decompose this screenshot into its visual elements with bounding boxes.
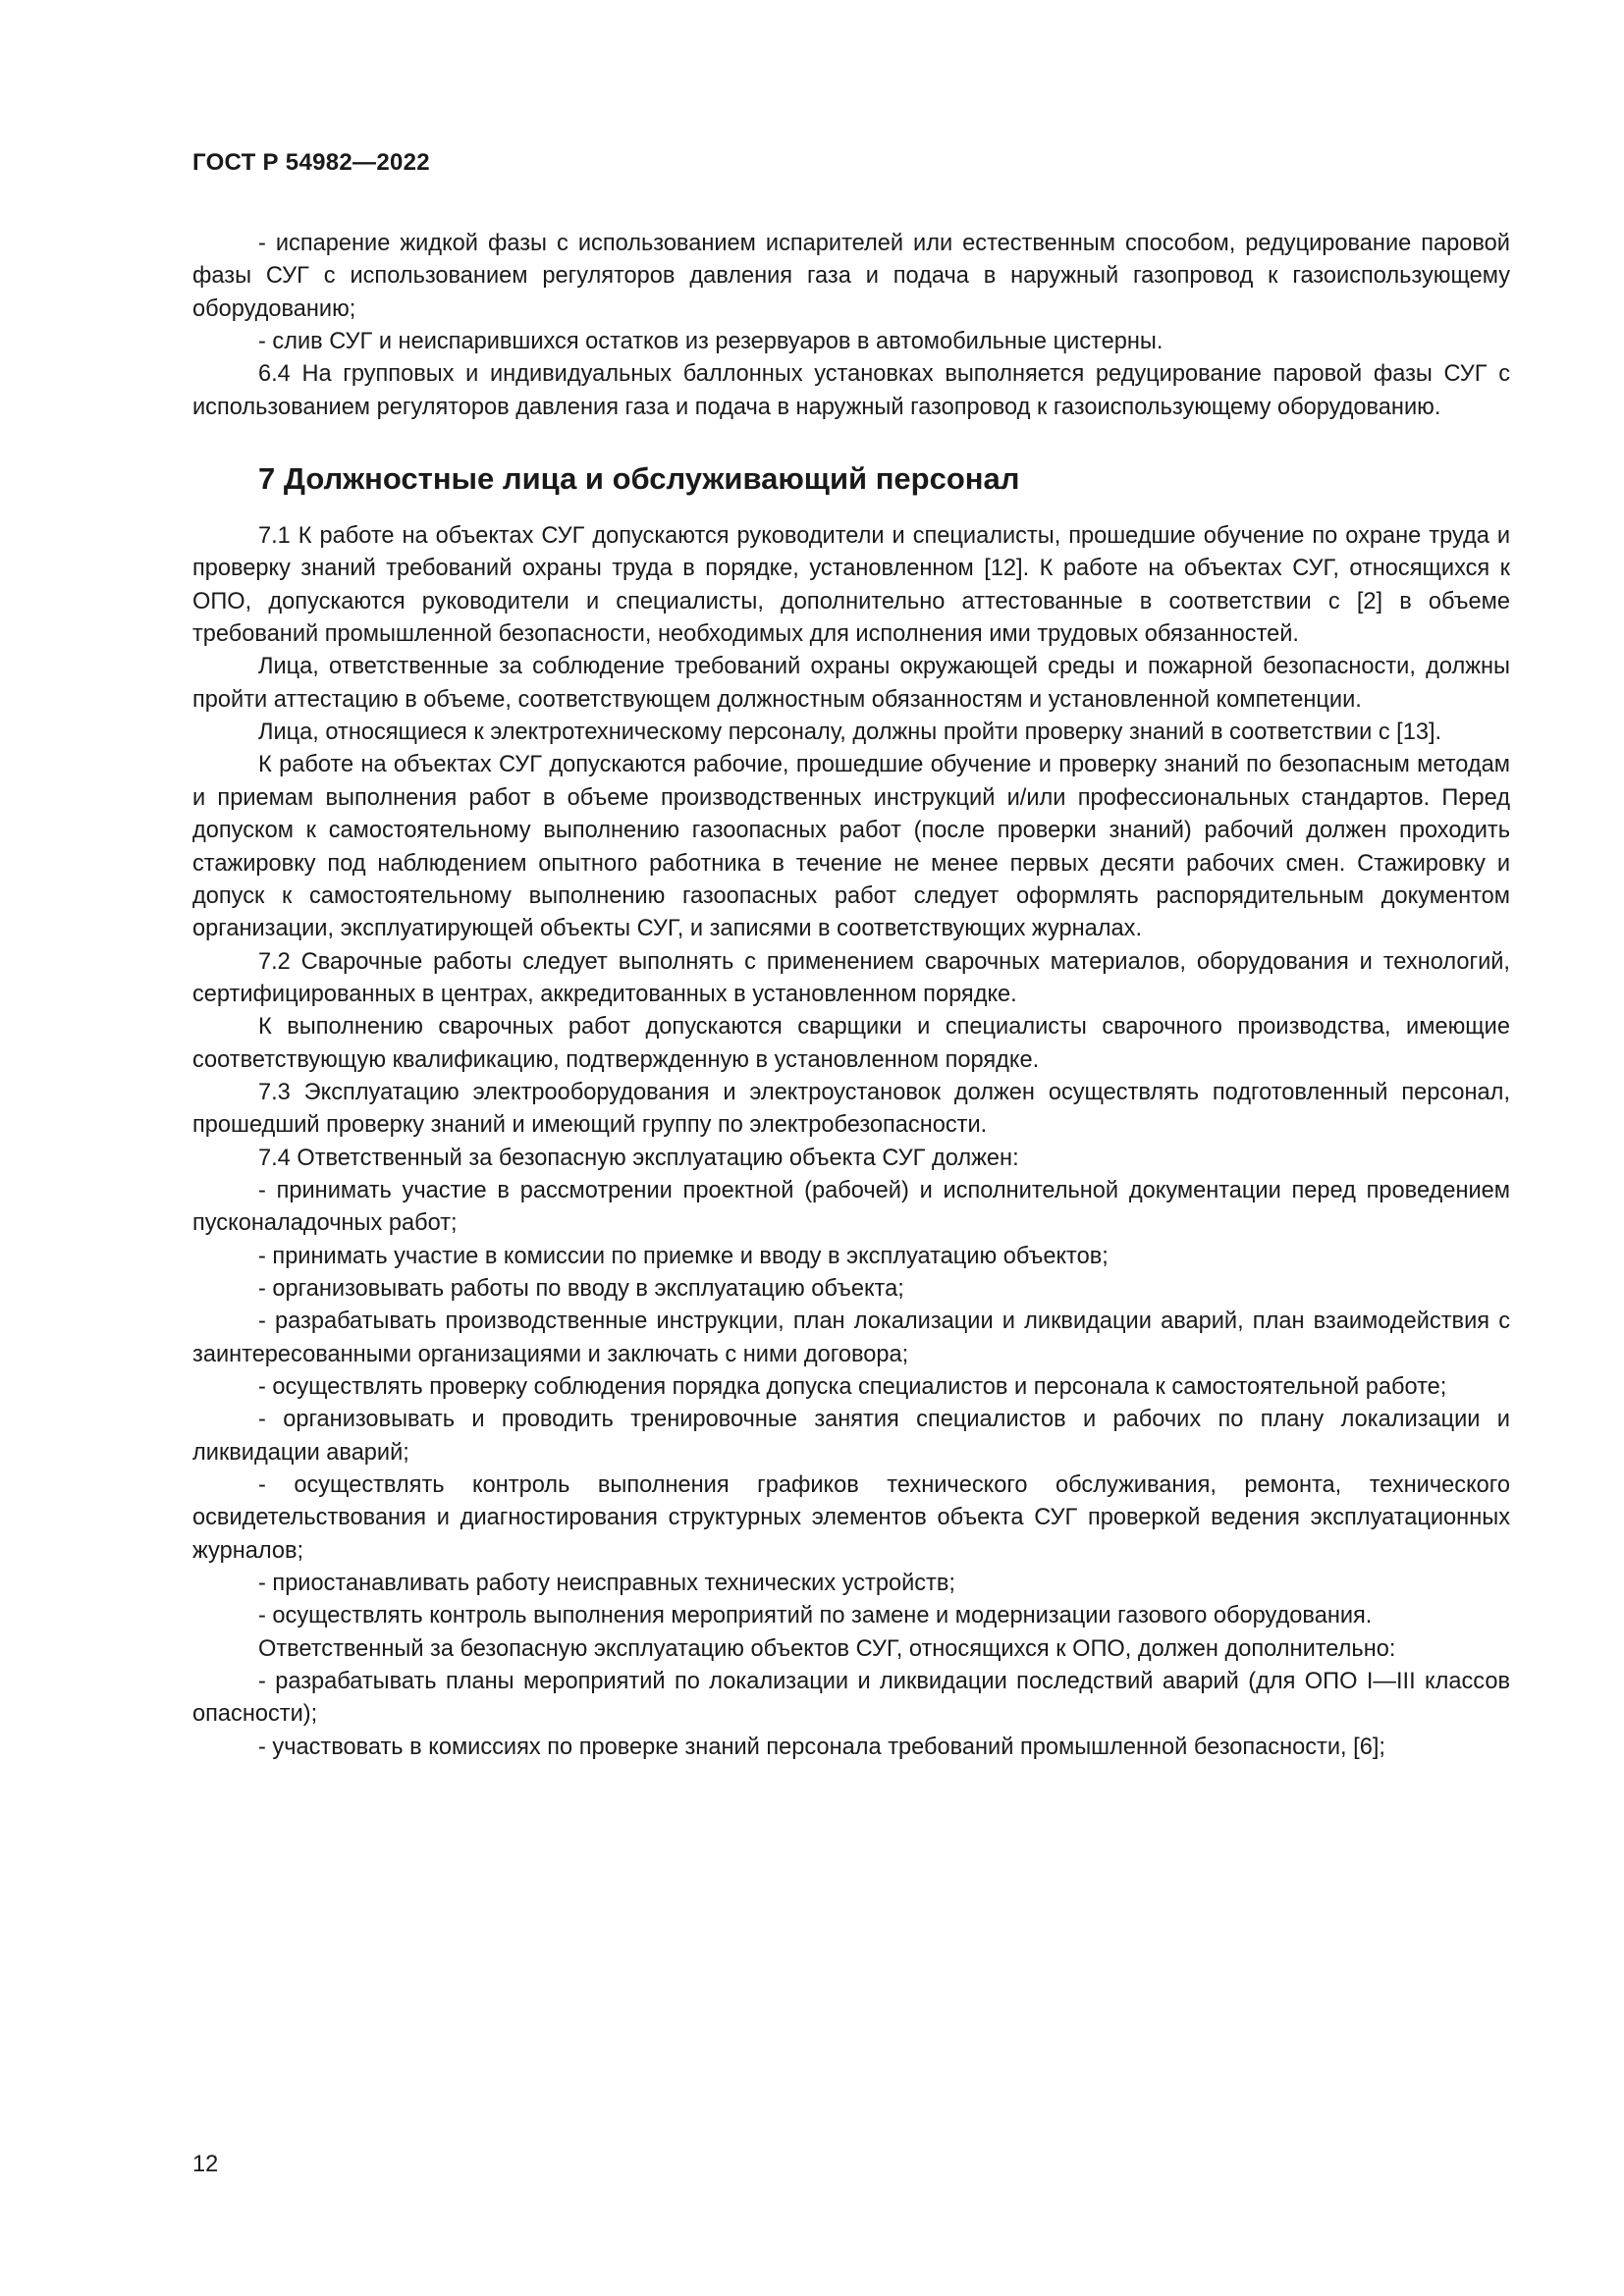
- paragraph-7-3: 7.3 Эксплуатацию электрооборудования и электроустановок должен осуществлять подготовленный персонал, прошедший проверку знаний и имеющий группу по электробезопасности.: [192, 1079, 1510, 1139]
- list-item: - принимать участие в комиссии по приемке и вводу в эксплуатацию объектов;: [258, 1243, 1109, 1269]
- list-item: - разрабатывать производственные инструкции, план локализации и ликвидации аварий, план взаимодействия с заинтересованными организациями и заключать с ними договора;: [192, 1308, 1510, 1367]
- paragraph: Ответственный за безопасную эксплуатацию объектов СУГ, относящихся к ОПО, должен дополнительно:: [258, 1635, 1396, 1662]
- list-item: - разрабатывать планы мероприятий по локализации и ликвидации последствий аварий (для ОПО I—III классов опасности);: [192, 1669, 1510, 1728]
- list-item: - приостанавливать работу неисправных технических устройств;: [258, 1571, 955, 1597]
- paragraph: К выполнению сварочных работ допускаются сварщики и специалисты сварочного производства, имеющие соответствующую квалификацию, подтвержденную в установленном порядке.: [192, 1014, 1510, 1073]
- list-item: - осуществлять контроль выполнения мероприятий по замене и модернизации газового оборудования.: [258, 1603, 1373, 1629]
- section-heading-7: 7 Должностные лица и обслуживающий персонал: [258, 461, 1020, 497]
- paragraph: Лица, относящиеся к электротехническому персоналу, должны пройти проверку знаний в соответствии с [13].: [258, 720, 1442, 746]
- paragraph-6-4: 6.4 На групповых и индивидуальных баллонных установках выполняется редуцирование паровой фазы СУГ с использованием регуляторов давления газа и подача в наружный газопровод к газоиспользующему оборудованию.: [192, 361, 1510, 420]
- list-item: - участвовать в комиссиях по проверке знаний персонала требований промышленной безопасности, [6];: [258, 1734, 1385, 1760]
- list-item: - осуществлять проверку соблюдения порядка допуска специалистов и персонала к самостоятельной работе;: [258, 1374, 1447, 1400]
- paragraph-7-1: 7.1 К работе на объектах СУГ допускаются руководители и специалисты, прошедшие обучение по охране труда и проверку знаний требований охраны труда в порядке, установленном [12]. К работе на объектах СУГ, относящихся к ОПО, допускаются руководители и специалисты, дополнительно аттестованные в соответствии с [2] в объеме требований промышленной безопасности, необходимых для исполнения ими трудовых обязанностей.: [192, 523, 1510, 648]
- paragraph: - испарение жидкой фазы с использованием испарителей или естественным способом, редуцирование паровой фазы СУГ с использованием регуляторов давления газа и подача в наружный газопровод к газоиспользующему оборудованию;: [192, 231, 1510, 322]
- paragraph-7-4: 7.4 Ответственный за безопасную эксплуатацию объекта СУГ должен:: [258, 1145, 1019, 1171]
- list-item: - организовывать и проводить тренировочные занятия специалистов и рабочих по плану локализации и ликвидации аварий;: [192, 1407, 1510, 1466]
- list-item: - организовывать работы по вводу в эксплуатацию объекта;: [258, 1275, 904, 1302]
- list-item: - принимать участие в рассмотрении проектной (рабочей) и исполнительной документации перед проведением пусконаладочных работ;: [192, 1177, 1510, 1237]
- list-item: - осуществлять контроль выполнения графиков технического обслуживания, ремонта, технического освидетельствования и диагностирования структурных элементов объекта СУГ проверкой ведения эксплуатационных журналов;: [192, 1472, 1510, 1564]
- paragraph: К работе на объектах СУГ допускаются рабочие, прошедшие обучение и проверку знаний по безопасным методам и приемам выполнения работ в объеме производственных инструкций и/или профессиональных стандартов. Перед допуском к самостоятельному выполнению газоопасных работ (после проверки знаний) рабочий должен проходить стажировку под наблюдением опытного работника в течение не менее первых десяти рабочих смен. Стажировку и допуск к самостоятельному выполнению газоопасных работ следует оформлять распорядительным документом организации, эксплуатирующей объекты СУГ, и записями в соответствующих журналах.: [192, 752, 1510, 942]
- page-body: [192, 228, 1510, 1764]
- running-header-standard-id: ГОСТ Р 54982—2022: [192, 149, 430, 176]
- paragraph: - слив СУГ и неиспарившихся остатков из резервуаров в автомобильные цистерны.: [258, 329, 1164, 355]
- paragraph-7-2: 7.2 Сварочные работы следует выполнять с применением сварочных материалов, оборудования и технологий, сертифицированных в центрах, аккредитованных в установленном порядке.: [192, 948, 1510, 1007]
- paragraph: Лица, ответственные за соблюдение требований охраны окружающей среды и пожарной безопасности, должны пройти аттестацию в объеме, соответствующем должностным обязанностям и установленной компетенции.: [192, 654, 1510, 713]
- page-number: 12: [192, 2152, 219, 2177]
